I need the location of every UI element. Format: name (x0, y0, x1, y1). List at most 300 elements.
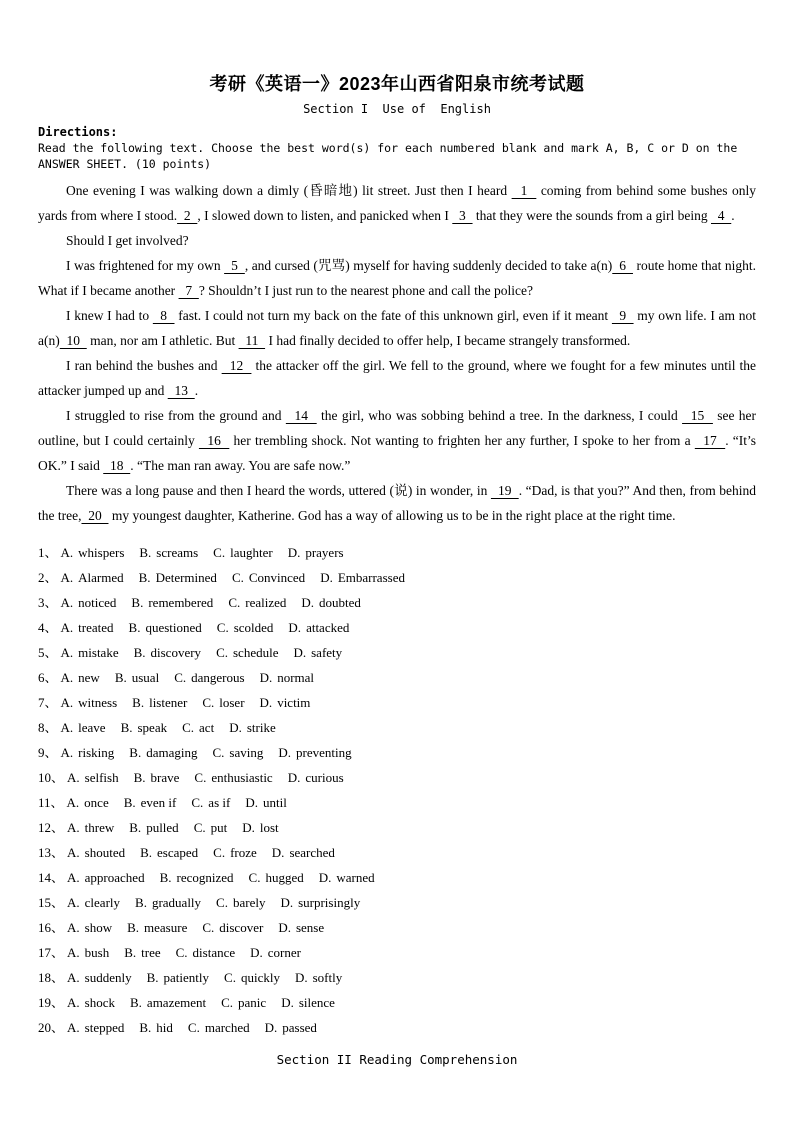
numbered-blank: 11 (238, 333, 266, 348)
option-text: discover (219, 920, 264, 935)
option-text: scolded (233, 620, 274, 635)
answer-option (194, 820, 228, 835)
option-letter: C. (216, 895, 228, 910)
option-text: questioned (145, 620, 202, 635)
option-letter: A. (60, 695, 74, 710)
option-letter: C. (202, 920, 215, 935)
option-text: even if (140, 795, 177, 810)
option-letter: C. (175, 945, 188, 960)
option-letter: B. (131, 595, 144, 610)
answer-option (61, 620, 114, 635)
question-number: 8、 (38, 720, 58, 735)
question-row (38, 965, 756, 990)
option-letter: B. (120, 720, 133, 735)
option-letter: A. (67, 945, 80, 960)
option-text: noticed (78, 595, 117, 610)
option-letter: B. (133, 770, 146, 785)
answer-option (61, 570, 124, 585)
answer-option (132, 695, 187, 710)
answer-option (188, 1020, 250, 1035)
answer-option (202, 920, 263, 935)
answer-option (272, 845, 335, 860)
option-letter: A. (60, 620, 74, 635)
answer-option (67, 820, 114, 835)
option-text: victim (277, 695, 311, 710)
option-letter: D. (293, 645, 307, 660)
numbered-blank: 18 (103, 458, 131, 473)
numbered-blank: 8 (152, 308, 175, 323)
option-letter: C. (216, 645, 228, 660)
answer-option (260, 670, 314, 685)
answer-option (61, 720, 106, 735)
option-letter: D. (278, 745, 291, 760)
option-letter: C. (248, 870, 261, 885)
option-text: hid (156, 1020, 173, 1035)
option-letter: D. (287, 770, 301, 785)
answer-option (67, 770, 119, 785)
question-row (38, 540, 756, 565)
option-text: put (210, 820, 228, 835)
option-text: distance (192, 945, 236, 960)
option-text: escaped (157, 845, 199, 860)
answer-option (242, 820, 278, 835)
option-letter: D. (280, 895, 294, 910)
answer-option (232, 570, 305, 585)
passage-paragraph: Should I get involved? (66, 233, 189, 248)
answer-option (216, 645, 278, 660)
option-letter: A. (67, 845, 80, 860)
option-letter: C. (216, 620, 229, 635)
option-letter: D. (259, 670, 273, 685)
option-letter: B. (129, 820, 142, 835)
option-letter: A. (60, 720, 74, 735)
question-row (38, 715, 756, 740)
option-letter: C. (182, 720, 195, 735)
option-letter: A. (60, 570, 74, 585)
option-text: speak (137, 720, 168, 735)
option-text: remembered (148, 595, 214, 610)
option-text: loser (219, 695, 245, 710)
answer-option (224, 970, 280, 985)
option-text: warned (336, 870, 375, 885)
option-text: once (84, 795, 109, 810)
numbered-blank: 20 (81, 508, 109, 523)
answer-option (176, 945, 236, 960)
option-text: surprisingly (298, 895, 361, 910)
answer-option (115, 670, 159, 685)
option-text: usual (131, 670, 160, 685)
answer-option (278, 920, 324, 935)
answer-option (212, 745, 263, 760)
option-text: normal (277, 670, 315, 685)
option-letter: C. (191, 795, 204, 810)
option-text: Embarrassed (337, 570, 405, 585)
answer-option (281, 995, 335, 1010)
question-number: 1、 (38, 545, 58, 560)
answer-option (129, 745, 197, 760)
option-letter: A. (60, 645, 74, 660)
option-text: measure (144, 920, 188, 935)
cloze-passage (38, 178, 756, 528)
answer-option (320, 570, 405, 585)
option-text: strike (246, 720, 276, 735)
option-text: screams (156, 545, 199, 560)
option-letter: A. (67, 995, 80, 1010)
answer-option (301, 595, 361, 610)
answer-option (134, 770, 180, 785)
numbered-blank: 4 (711, 208, 732, 223)
question-number: 5、 (38, 645, 58, 660)
question-row (38, 840, 756, 865)
option-letter: D. (271, 845, 285, 860)
option-letter: B. (127, 920, 140, 935)
answer-option (194, 770, 272, 785)
answer-option (67, 870, 145, 885)
option-text: bush (84, 945, 110, 960)
option-text: selfish (84, 770, 119, 785)
answer-option (191, 795, 230, 810)
option-text: preventing (295, 745, 352, 760)
answer-option (134, 645, 201, 660)
option-text: pulled (146, 820, 179, 835)
answer-option (67, 845, 125, 860)
option-letter: D. (242, 820, 255, 835)
option-text: treated (78, 620, 114, 635)
option-text: Alarmed (78, 570, 124, 585)
question-row (38, 740, 756, 765)
question-number: 10、 (38, 770, 65, 785)
question-number: 20、 (38, 1020, 65, 1035)
option-letter: B. (135, 895, 147, 910)
answer-option (160, 870, 234, 885)
page-title: 考研《英语一》2023年山西省阳泉市统考试题 (209, 74, 585, 94)
question-list (38, 540, 756, 1040)
option-text: tree (141, 945, 161, 960)
option-text: quickly (240, 970, 280, 985)
answer-option (61, 745, 115, 760)
question-row (38, 565, 756, 590)
answer-option (67, 920, 112, 935)
option-letter: C. (194, 770, 207, 785)
option-letter: A. (67, 895, 80, 910)
option-letter: C. (231, 570, 244, 585)
question-number: 2、 (38, 570, 58, 585)
option-text: dangerous (191, 670, 245, 685)
answer-option (265, 1020, 317, 1035)
option-text: patiently (163, 970, 210, 985)
option-letter: B. (114, 670, 127, 685)
option-letter: B. (139, 545, 152, 560)
answer-option (182, 720, 214, 735)
option-text: listener (149, 695, 188, 710)
option-letter: C. (221, 995, 234, 1010)
option-text: damaging (146, 745, 198, 760)
option-text: clearly (84, 895, 121, 910)
question-number: 7、 (38, 695, 58, 710)
option-letter: C. (187, 1020, 200, 1035)
answer-option (250, 945, 301, 960)
option-text: panic (238, 995, 267, 1010)
option-letter: A. (67, 870, 80, 885)
question-row (38, 1015, 756, 1040)
question-number: 6、 (38, 670, 58, 685)
option-text: softly (312, 970, 343, 985)
answer-option (295, 970, 342, 985)
option-text: silence (298, 995, 335, 1010)
answer-option (139, 545, 198, 560)
question-number: 4、 (38, 620, 58, 635)
option-letter: B. (129, 745, 142, 760)
question-number: 3、 (38, 595, 58, 610)
question-row (38, 940, 756, 965)
option-letter: C. (202, 695, 215, 710)
directions-text: Read the following text. Choose the best word(s) for each numbered blank and mark A, B, C or D on the ANSWER SHEET. (10 points) (38, 141, 738, 171)
option-letter: D. (264, 1020, 278, 1035)
option-text: curious (305, 770, 344, 785)
answer-option (131, 595, 213, 610)
option-text: whispers (78, 545, 125, 560)
answer-option (61, 695, 118, 710)
option-text: schedule (232, 645, 279, 660)
option-text: searched (289, 845, 335, 860)
answer-option (147, 970, 209, 985)
answer-option (129, 620, 202, 635)
option-text: amazement (146, 995, 207, 1010)
option-letter: D. (294, 970, 308, 985)
option-letter: C. (193, 820, 206, 835)
answer-option (67, 970, 132, 985)
option-text: attacked (306, 620, 350, 635)
option-letter: D. (288, 620, 302, 635)
answer-option (260, 695, 311, 710)
option-text: show (84, 920, 113, 935)
answer-option (228, 595, 286, 610)
section2-heading: Section II Reading Comprehension (276, 1052, 518, 1067)
option-text: suddenly (84, 970, 132, 985)
directions-label: Directions: (38, 125, 118, 139)
option-letter: B. (146, 970, 159, 985)
option-text: as if (208, 795, 231, 810)
option-text: laughter (230, 545, 273, 560)
answer-option (67, 1020, 124, 1035)
passage-paragraph: I was frightened for my own 5 , and cursed (咒骂) myself for having suddenly decided to take a(n) 6 route home that night. What if I became another 7 ? Shouldn’t I just run to the nearest phone and call the police? (38, 258, 757, 298)
option-letter: D. (259, 695, 273, 710)
option-letter: B. (123, 795, 136, 810)
option-letter: B. (159, 870, 172, 885)
answer-option (288, 545, 344, 560)
option-letter: D. (287, 545, 301, 560)
answer-option (288, 620, 349, 635)
answer-option (280, 895, 360, 910)
question-row (38, 865, 756, 890)
question-number: 17、 (38, 945, 65, 960)
question-number: 9、 (38, 745, 58, 760)
answer-option (293, 645, 342, 660)
answer-option (174, 670, 244, 685)
option-text: passed (282, 1020, 317, 1035)
option-text: sense (295, 920, 325, 935)
option-text: realized (245, 595, 287, 610)
numbered-blank: 17 (694, 433, 726, 448)
passage-paragraph: I struggled to rise from the ground and 14 the girl, who was sobbing behind a tree. In the darkness, I could 15 see her outline, but I could certainly 16 her trembling shock. Not wanting to frighten her any further, I spoke to her from a 17 . “It’s OK.” I said 18 . “The man ran away. You are safe now.” (38, 408, 757, 473)
option-text: shouted (84, 845, 126, 860)
answer-option (217, 620, 274, 635)
option-letter: D. (281, 995, 294, 1010)
numbered-blank: 15 (682, 408, 713, 423)
option-letter: D. (229, 720, 242, 735)
numbered-blank: 16 (198, 433, 230, 448)
option-letter: A. (60, 595, 74, 610)
option-letter: B. (124, 945, 137, 960)
answer-option (229, 720, 276, 735)
numbered-blank: 2 (177, 208, 198, 223)
option-text: marched (204, 1020, 250, 1035)
question-number: 12、 (38, 820, 65, 835)
answer-option (124, 795, 177, 810)
answer-option (61, 595, 117, 610)
passage-paragraph: I knew I had to 8 fast. I could not turn my back on the fate of this unknown girl, even if it meant 9 my own life. I am not a(n) 10 man, nor am I athletic. But 11 I had finally decided to offer help, I became strangely transformed. (38, 308, 757, 348)
option-text: discovery (150, 645, 202, 660)
answer-option (319, 870, 375, 885)
answer-option (140, 845, 198, 860)
option-letter: D. (318, 870, 332, 885)
option-letter: A. (60, 745, 74, 760)
numbered-blank: 1 (511, 183, 537, 198)
question-number: 14、 (38, 870, 65, 885)
question-row (38, 815, 756, 840)
numbered-blank: 10 (59, 333, 87, 348)
answer-option (67, 945, 109, 960)
option-letter: B. (133, 645, 146, 660)
passage-paragraph: I ran behind the bushes and 12 the attacker off the girl. We fell to the ground, where we fought for a few minutes until the attacker jumped up and 13 . (38, 358, 757, 398)
answer-option (288, 770, 344, 785)
option-text: lost (259, 820, 279, 835)
option-letter: D. (301, 595, 315, 610)
option-letter: C. (174, 670, 187, 685)
answer-option (61, 670, 100, 685)
question-row (38, 790, 756, 815)
option-letter: B. (130, 995, 142, 1010)
option-text: froze (230, 845, 257, 860)
answer-option (61, 545, 125, 560)
answer-option (67, 995, 115, 1010)
question-number: 19、 (38, 995, 65, 1010)
question-row (38, 665, 756, 690)
option-text: recognized (176, 870, 234, 885)
question-row (38, 915, 756, 940)
option-text: until (262, 795, 287, 810)
question-row (38, 765, 756, 790)
answer-option (249, 870, 304, 885)
option-text: Convinced (248, 570, 306, 585)
option-letter: C. (224, 970, 236, 985)
option-letter: D. (245, 795, 258, 810)
option-text: witness (78, 695, 118, 710)
passage-paragraph: One evening I was walking down a dimly (昏暗地) lit street. Just then I heard 1 coming from behind some bushes only yards from where I stood. 2 , I slowed down to listen, and panicked when I 3 that they were the sounds from a girl being 4 . (38, 183, 756, 223)
option-text: hugged (265, 870, 304, 885)
question-row (38, 690, 756, 715)
question-row (38, 890, 756, 915)
option-text: Determined (155, 570, 217, 585)
question-number: 15、 (38, 895, 65, 910)
question-number: 16、 (38, 920, 65, 935)
option-text: act (199, 720, 215, 735)
option-letter: A. (67, 770, 80, 785)
numbered-blank: 9 (611, 308, 634, 323)
answer-option (213, 845, 257, 860)
option-text: doubted (319, 595, 361, 610)
question-number: 18、 (38, 970, 65, 985)
answer-option (67, 895, 120, 910)
answer-option (67, 795, 109, 810)
answer-option (127, 920, 187, 935)
section1-heading: Section I Use of English (303, 102, 491, 116)
passage-paragraph: There was a long pause and then I heard the words, uttered (说) in wonder, in 19 . “Dad, is that you?” And then, from behind the tree, 20 my youngest daughter, Katherine. God has a way of allowing us to be in the right place at the right time. (38, 483, 757, 523)
question-row (38, 590, 756, 615)
answer-option (245, 795, 286, 810)
option-text: saving (229, 745, 264, 760)
option-letter: A. (66, 795, 80, 810)
question-number: 13、 (38, 845, 65, 860)
numbered-blank: 5 (224, 258, 245, 273)
option-letter: C. (212, 745, 225, 760)
answer-option (278, 745, 351, 760)
option-letter: C. (213, 845, 226, 860)
answer-option (129, 820, 178, 835)
option-text: mistake (78, 645, 119, 660)
answer-option (213, 545, 273, 560)
option-letter: A. (67, 820, 80, 835)
answer-option (130, 995, 206, 1010)
answer-option (61, 645, 119, 660)
numbered-blank: 19 (490, 483, 519, 498)
option-text: approached (84, 870, 145, 885)
option-text: stepped (84, 1020, 125, 1035)
option-letter: B. (128, 620, 141, 635)
question-row (38, 615, 756, 640)
question-row (38, 990, 756, 1015)
numbered-blank: 14 (285, 408, 317, 423)
option-text: enthusiastic (211, 770, 273, 785)
answer-option (139, 1020, 173, 1035)
option-letter: B. (139, 1020, 152, 1035)
answer-option (139, 570, 217, 585)
option-letter: B. (138, 570, 151, 585)
option-letter: A. (67, 920, 80, 935)
option-letter: B. (140, 845, 153, 860)
option-letter: A. (60, 545, 74, 560)
numbered-blank: 3 (452, 208, 473, 223)
numbered-blank: 6 (612, 258, 633, 273)
option-text: risking (78, 745, 115, 760)
option-text: brave (150, 770, 180, 785)
option-letter: B. (132, 695, 145, 710)
answer-option (135, 895, 201, 910)
answer-option (221, 995, 266, 1010)
option-letter: D. (278, 920, 291, 935)
question-row (38, 640, 756, 665)
option-text: gradually (151, 895, 202, 910)
answer-option (216, 895, 265, 910)
numbered-blank: 12 (221, 358, 252, 373)
option-letter: C. (213, 545, 226, 560)
numbered-blank: 7 (178, 283, 199, 298)
answer-option (124, 945, 160, 960)
option-text: safety (311, 645, 343, 660)
numbered-blank: 13 (167, 383, 195, 398)
question-number: 11、 (38, 795, 64, 810)
option-letter: C. (228, 595, 241, 610)
